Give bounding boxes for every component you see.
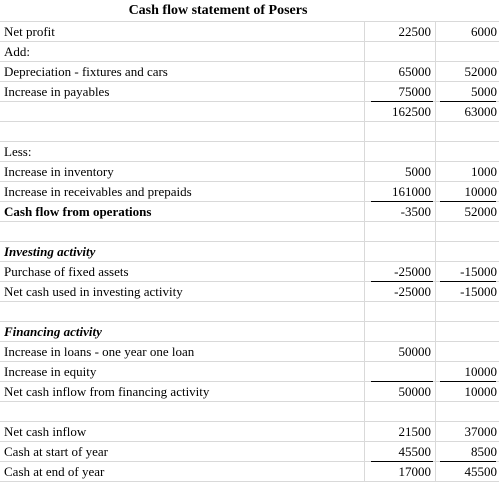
value-col2: 10000 bbox=[464, 364, 497, 379]
row-net-financing bbox=[0, 382, 499, 402]
value-col2: 37000 bbox=[464, 424, 497, 439]
row-label: Purchase of fixed assets bbox=[0, 262, 365, 281]
value-col1: 65000 bbox=[365, 62, 436, 81]
row-net-investing bbox=[0, 282, 499, 302]
section-heading: Investing activity bbox=[0, 242, 365, 261]
row-increase-payables bbox=[0, 82, 499, 102]
value-col2: 52000 bbox=[464, 204, 497, 219]
row-label: Increase in loans - one year one loan bbox=[0, 342, 365, 361]
row-depreciation bbox=[0, 62, 499, 82]
row-label: Increase in receivables and prepaids bbox=[0, 182, 365, 201]
value-col2: 10000 bbox=[464, 184, 497, 199]
row-label: Add: bbox=[0, 42, 365, 61]
row-blank bbox=[0, 302, 499, 322]
row-increase-loans bbox=[0, 342, 499, 362]
value-col2: 5000 bbox=[471, 84, 497, 99]
row-label: Cash flow from operations bbox=[0, 202, 365, 221]
row-subtotal bbox=[0, 102, 499, 122]
value-col2: -15000 bbox=[460, 264, 497, 279]
value-col2: -15000 bbox=[460, 284, 497, 299]
row-increase-equity bbox=[0, 362, 499, 382]
row-blank bbox=[0, 122, 499, 142]
value-col1: 5000 bbox=[365, 162, 436, 181]
row-cash-end bbox=[0, 462, 499, 482]
value-col1: 162500 bbox=[365, 102, 436, 121]
value-col2: 63000 bbox=[464, 104, 497, 119]
row-financing-header bbox=[0, 322, 499, 342]
value-col1: -25000 bbox=[365, 282, 436, 301]
value-col1: 22500 bbox=[365, 22, 436, 41]
value-col1: 21500 bbox=[365, 422, 436, 441]
row-label: Net cash inflow from financing activity bbox=[0, 382, 365, 401]
row-label: Depreciation - fixtures and cars bbox=[0, 62, 365, 81]
row-blank bbox=[0, 222, 499, 242]
row-cash-flow-operations bbox=[0, 202, 499, 222]
value-col1: 50000 bbox=[365, 342, 436, 361]
sheet-title: Cash flow statement of Posers bbox=[128, 3, 308, 18]
value-col1 bbox=[365, 362, 436, 381]
value-col2: 52000 bbox=[464, 64, 497, 79]
value-col1: -3500 bbox=[365, 202, 436, 221]
value-col2: 8500 bbox=[471, 444, 497, 459]
row-net-cash-inflow bbox=[0, 422, 499, 442]
value-col1: 17000 bbox=[365, 462, 436, 481]
row-increase-receivables bbox=[0, 182, 499, 202]
row-label: Net profit bbox=[0, 22, 365, 41]
row-increase-inventory bbox=[0, 162, 499, 182]
value-col1: -25000 bbox=[365, 262, 436, 281]
row-blank bbox=[0, 402, 499, 422]
row-label: Net cash inflow bbox=[0, 422, 365, 441]
row-label: Cash at end of year bbox=[0, 462, 365, 481]
row-less bbox=[0, 142, 499, 162]
value-col1: 45500 bbox=[365, 442, 436, 461]
row-add bbox=[0, 42, 499, 62]
row-label: Increase in inventory bbox=[0, 162, 365, 181]
row-label: Cash at start of year bbox=[0, 442, 365, 461]
value-col1: 75000 bbox=[365, 82, 436, 101]
row-investing-header bbox=[0, 242, 499, 262]
value-col2 bbox=[436, 342, 499, 361]
value-col2: 10000 bbox=[464, 384, 497, 399]
row-net-profit bbox=[0, 22, 499, 42]
title-row bbox=[0, 0, 499, 22]
value-col1: 161000 bbox=[365, 182, 436, 201]
value-col2: 6000 bbox=[471, 24, 497, 39]
row-label: Net cash used in investing activity bbox=[0, 282, 365, 301]
value-col2: 1000 bbox=[471, 164, 497, 179]
row-purchase-fixed-assets bbox=[0, 262, 499, 282]
row-label: Increase in equity bbox=[0, 362, 365, 381]
section-heading: Financing activity bbox=[0, 322, 365, 341]
row-label: Less: bbox=[0, 142, 365, 161]
row-cash-start bbox=[0, 442, 499, 462]
value-col1: 50000 bbox=[365, 382, 436, 401]
value-col2: 45500 bbox=[464, 464, 497, 479]
row-label: Increase in payables bbox=[0, 82, 365, 101]
